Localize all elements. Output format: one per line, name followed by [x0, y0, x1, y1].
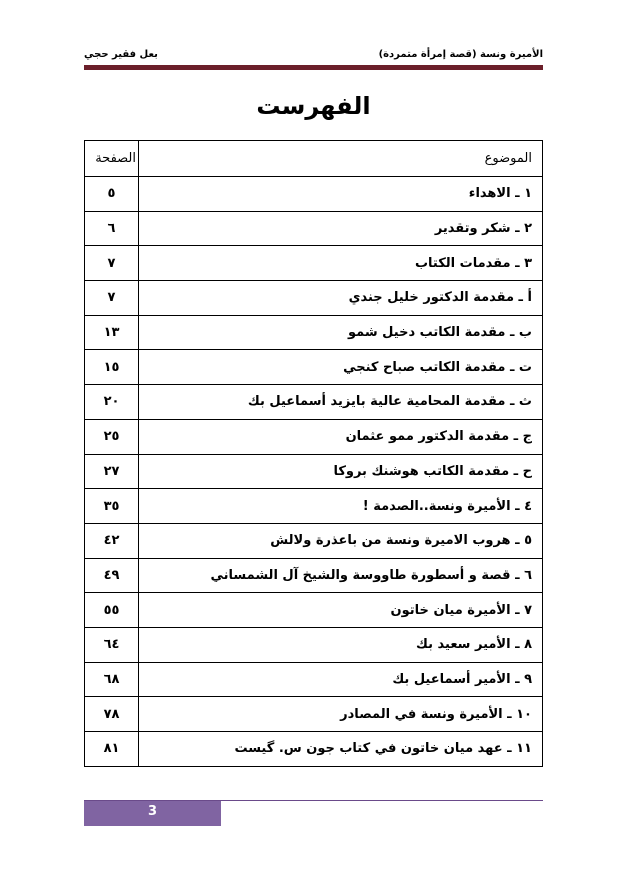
table-row [85, 419, 543, 454]
toc-page-number: ٦ [85, 211, 139, 246]
page-title: الفهرست [256, 92, 371, 120]
header-book-title: الأميرة ونسة (قصة إمرأة متمردة) [378, 49, 543, 60]
toc-topic: ح ـ مقدمة الكاتب هوشنك بروكا [139, 454, 543, 489]
col-header-topic: الموضوع [139, 141, 543, 177]
header-rule [84, 65, 543, 70]
toc-topic: ٧ ـ الأميرة ميان خاتون [139, 593, 543, 628]
toc-topic: ٢ ـ شكر وتقدير [139, 211, 543, 246]
toc-topic: ٩ ـ الأمير أسماعيل بك [139, 662, 543, 697]
table-row [85, 627, 543, 662]
toc-page-number: ٤٢ [85, 523, 139, 558]
table-row [85, 281, 543, 316]
table-row [85, 315, 543, 350]
toc-topic: أ ـ مقدمة الدكتور خليل جندي [139, 281, 543, 316]
toc-page-number: ٢٥ [85, 419, 139, 454]
toc-page-number: ٦٤ [85, 627, 139, 662]
toc-topic: ج ـ مقدمة الدكتور ممو عثمان [139, 419, 543, 454]
header-author: بعل فقير حجي [84, 49, 158, 60]
table-row [85, 558, 543, 593]
table-row [85, 246, 543, 281]
page-number: 3 [84, 801, 221, 826]
toc-page-number: ٧٨ [85, 697, 139, 732]
toc-page-number: ٢٠ [85, 385, 139, 420]
table-row [85, 385, 543, 420]
toc-page-number: ١٥ [85, 350, 139, 385]
toc-topic: ١ ـ الاهداء [139, 177, 543, 212]
toc-topic: ت ـ مقدمة الكاتب صباح كنجي [139, 350, 543, 385]
toc-topic: ٨ ـ الأمير سعيد بك [139, 627, 543, 662]
toc-topic: ١٠ ـ الأميرة ونسة في المصادر [139, 697, 543, 732]
toc-page-number: ٣٥ [85, 489, 139, 524]
toc-page-number: ٤٩ [85, 558, 139, 593]
table-row [85, 177, 543, 212]
table-row [85, 697, 543, 732]
toc-page-number: ١٣ [85, 315, 139, 350]
toc-page-number: ٥ [85, 177, 139, 212]
table-header-row [85, 141, 543, 177]
toc-topic: ٦ ـ قصة و أسطورة طاووسة والشيخ آل الشمساني [139, 558, 543, 593]
table-row [85, 523, 543, 558]
toc-table [84, 140, 543, 767]
toc-topic: ٤ ـ الأميرة ونسة..الصدمة ! [139, 489, 543, 524]
table-row [85, 350, 543, 385]
toc-page-number: ٨١ [85, 732, 139, 767]
col-header-page: الصفحة [85, 141, 139, 177]
toc-topic: ٥ ـ هروب الاميرة ونسة من باعذرة ولالش [139, 523, 543, 558]
toc-page-number: ٦٨ [85, 662, 139, 697]
table-row [85, 211, 543, 246]
table-row [85, 593, 543, 628]
toc-page-number: ٧ [85, 246, 139, 281]
toc-topic: ب ـ مقدمة الكاتب دخيل شمو [139, 315, 543, 350]
toc-page-number: ٥٥ [85, 593, 139, 628]
table-row [85, 454, 543, 489]
toc-topic: ث ـ مقدمة المحامية عالية بايزيد أسماعيل بك [139, 385, 543, 420]
toc-topic: ٣ ـ مقدمات الكتاب [139, 246, 543, 281]
toc-page-number: ٢٧ [85, 454, 139, 489]
toc-topic: ١١ ـ عهد ميان خاتون في كتاب جون س. گيست [139, 732, 543, 767]
table-row [85, 732, 543, 767]
toc-page-number: ٧ [85, 281, 139, 316]
table-row [85, 662, 543, 697]
table-row [85, 489, 543, 524]
